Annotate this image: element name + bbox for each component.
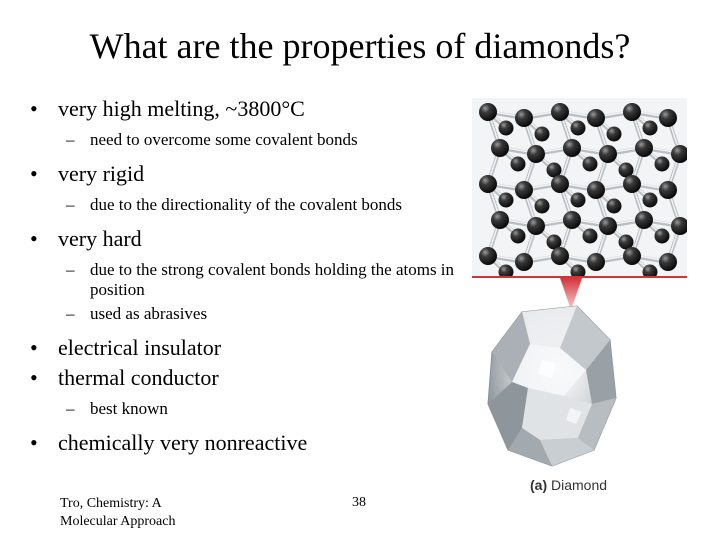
lattice-atom <box>479 175 497 193</box>
lattice-atom <box>599 145 617 163</box>
lattice-atom <box>499 193 514 208</box>
sub-bullet-text: used as abrasives <box>90 304 208 323</box>
bullet-glyph: • <box>30 335 38 360</box>
lattice-atom <box>659 109 677 127</box>
bullet-glyph: • <box>30 96 38 121</box>
sub-bullet-item <box>30 304 470 324</box>
lattice-svg <box>472 98 687 276</box>
lattice-atom <box>535 199 550 214</box>
lattice-atom <box>635 211 653 229</box>
caption-text: Diamond <box>551 477 608 493</box>
lattice-atom <box>515 109 533 127</box>
lattice-atom <box>599 217 617 235</box>
lattice-atom <box>511 157 526 172</box>
lattice-atom <box>587 109 605 127</box>
lattice-atom <box>527 217 545 235</box>
sub-bullet-text: due to the strong covalent bonds holding the atoms in position <box>90 260 455 299</box>
lattice-atom <box>571 121 586 136</box>
lattice-atom <box>499 121 514 136</box>
bullet-text: electrical insulator <box>58 335 222 360</box>
lattice-atom <box>659 253 677 271</box>
lattice-atom <box>563 139 581 157</box>
sub-bullet-text: best known <box>90 399 168 418</box>
sub-bullet-item <box>30 195 470 215</box>
lattice-atom <box>607 199 622 214</box>
bullet-glyph: • <box>30 430 38 455</box>
lattice-atom <box>643 193 658 208</box>
sub-bullet-item <box>30 399 470 419</box>
page-number: 38 <box>352 495 366 510</box>
lattice-atom <box>535 127 550 142</box>
bullet-item <box>30 335 470 361</box>
lattice-atom <box>587 181 605 199</box>
lattice-atom <box>583 229 598 244</box>
diamond-crystal-image <box>482 300 622 470</box>
lattice-atom <box>563 211 581 229</box>
lattice-atom <box>479 103 497 121</box>
caption-label: (a) <box>530 477 548 493</box>
bullet-text: thermal conductor <box>58 365 219 390</box>
lattice-atom <box>511 229 526 244</box>
bullet-item <box>30 365 470 391</box>
bullet-item <box>30 430 470 456</box>
lattice-atom <box>623 175 641 193</box>
lattice-atom <box>671 145 687 163</box>
sub-bullet-text: need to overcome some covalent bonds <box>90 130 358 149</box>
dash-glyph: – <box>66 260 75 279</box>
lattice-atom <box>583 157 598 172</box>
lattice-atom <box>655 229 670 244</box>
bullet-glyph: • <box>30 365 38 390</box>
lattice-atom <box>635 139 653 157</box>
lattice-atom <box>491 211 509 229</box>
diamond-lattice-image <box>472 98 687 276</box>
lattice-atom <box>551 175 569 193</box>
lattice-atom <box>659 181 677 199</box>
lattice-atom <box>587 253 605 271</box>
sub-bullet-text: due to the directionality of the covalent bonds <box>90 195 403 214</box>
lattice-atom <box>551 103 569 121</box>
lattice-atom <box>491 139 509 157</box>
footer-source-line: Molecular Approach <box>60 514 176 529</box>
figure-caption <box>530 477 607 493</box>
slide-title: What are the properties of diamonds? <box>89 26 631 66</box>
lattice-atom <box>623 103 641 121</box>
footer-source-line: Tro, Chemistry: A <box>60 496 162 511</box>
dash-glyph: – <box>66 195 75 214</box>
lattice-atom <box>479 247 497 265</box>
lattice-atom <box>551 247 569 265</box>
bullet-text: very rigid <box>58 161 145 186</box>
bullet-text: chemically very nonreactive <box>58 430 308 455</box>
lattice-atom <box>527 145 545 163</box>
footer-source <box>60 495 260 531</box>
sub-bullet-item <box>30 260 470 300</box>
bullet-item <box>30 226 470 252</box>
dash-glyph: – <box>66 399 75 418</box>
bullet-text: very high melting, ~3800°C <box>58 96 305 121</box>
dash-glyph: – <box>66 304 75 323</box>
lattice-atom <box>643 121 658 136</box>
lattice-atom <box>515 181 533 199</box>
lattice-atom <box>623 247 641 265</box>
sub-bullet-item <box>30 130 470 150</box>
bullet-glyph: • <box>30 161 38 186</box>
bullet-item <box>30 96 470 122</box>
bullet-glyph: • <box>30 226 38 251</box>
lattice-atom <box>671 217 687 235</box>
lattice-atom <box>515 253 533 271</box>
bullet-text: very hard <box>58 226 142 251</box>
dash-glyph: – <box>66 130 75 149</box>
lattice-atom <box>607 127 622 142</box>
bullet-list <box>30 96 470 456</box>
bullet-item <box>30 161 470 187</box>
lattice-atom <box>655 157 670 172</box>
lattice-atom <box>571 193 586 208</box>
